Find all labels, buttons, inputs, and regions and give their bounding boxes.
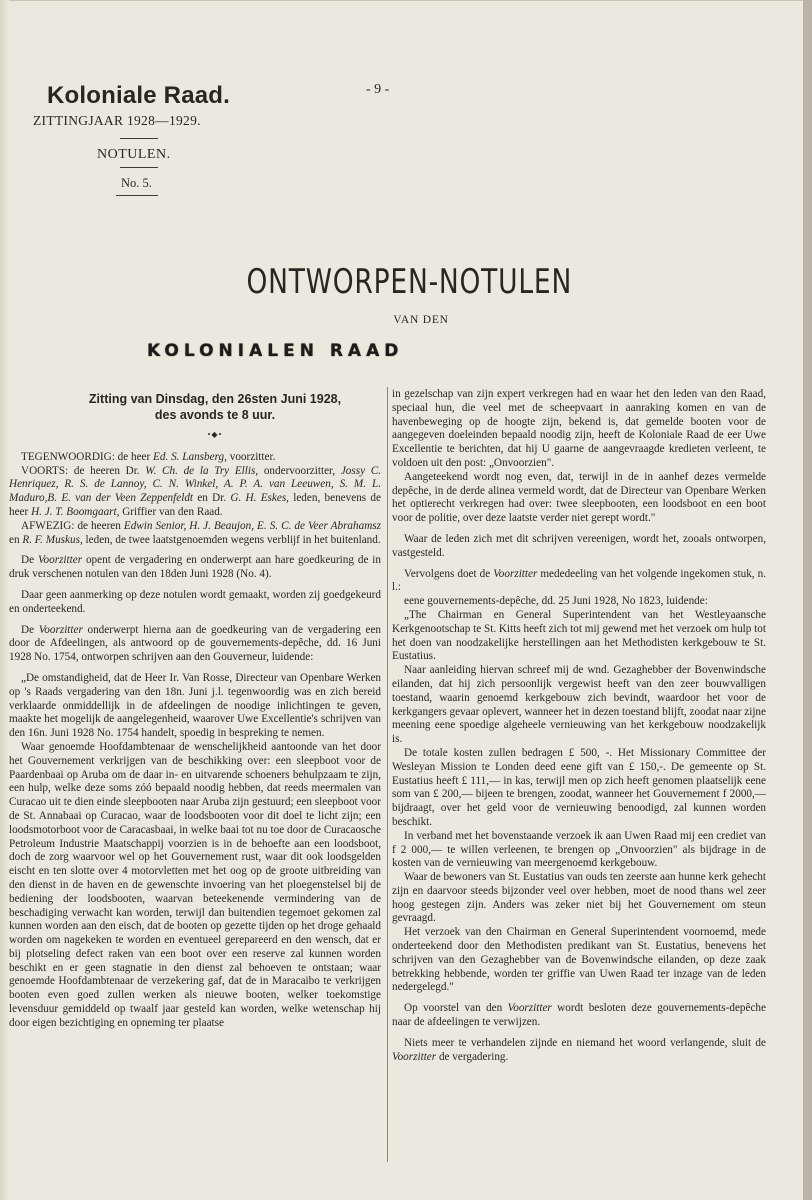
section-label: NOTULEN.: [97, 147, 171, 162]
body-paragraph: De Voorzitter onderwerpt hierna aan de goedkeuring van de vergadering een door de Afdeelingen, als antwoord op de gouvernements-depêche, dd. 16 Juni 1928 No. 1754, ontworpen schrijven aan den Gouverneur, luidende:: [9, 623, 381, 664]
session-heading-line: Zitting van Dinsdag, den 26sten Juni 1928,: [88, 392, 342, 406]
session-heading: [9, 391, 381, 423]
absent-paragraph: AFWEZIG: de heeren Edwin Senior, H. J. Beaujon, E. S. C. de Veer Abrahamsz en R. F. Muskus, leden, de twee laatstgenoemden wegens verblijf in het buitenland.: [9, 519, 382, 546]
binding-edge: [0, 0, 9, 1200]
top-edge: [0, 0, 812, 1]
body-paragraph: De Voorzitter opent de vergadering en onderwerpt aan hare goedkeuring de in druk verschenen notulen van den 18den Juni 1928 (No. 4).: [9, 554, 381, 581]
letter-paragraph: Waar genoemde Hoofdambtenaar de wenschelijkheid aantoonde van het door het Gouvernement verkrijgen van de beschikking over: een sleepboot voor de Paardenbaai op Aruba om de daar in- en uitvarende schoeners behulpzaam te zijn, een hulp, welke deze soms zóó bepaald noodig hebben, dat reeds meermalen van Curacao uit te dien einde sleepbooten naar Aruba zijn gestuurd; een sleepboot voor de St. Annabaai op Curacao, waar de loodsbooten voor dit doel te licht zijn; een loodsmotorboot voor de Caracasbaai, in welke baai tot nu toe door de Curacaosche Petroleum Industrie Maatschappij voorzien is in de behoefte aan een loodsboot, doch de zorg waarvoor wel op het Gouvernement rust, waar dit ook loodsgelden eischt en ten slotte over 4 motorvletten met het oog op de groote uitbreiding van den dienst in de haven en de gewenschte invoering van het ploegenstelsel bij de bediening der loodsbooten, waarvan beteekenende vermindering van de beschadiging verwacht kan worden, terwijl dan buitendien tegemoet gekomen zal kunnen worden aan den eisch, dat de booten op gezette tijden op het droge gehaald worden om nagekeken te worden en eventueel gerepareerd en den wensch, dat er bij plotseling defect raken van een boot over een reserve zal kunnen worden beschikt en er geen stagnatie in den dienst zal behoeven te ontstaan; waar genoemde Hoofdambtenaar de verzekering gaf, dat de in Maracaibo te verkrijgen booten even goed zullen werken als nieuwe booten, welker toekomstige levensduur gemiddeld op twaalf jaar gesteld kan worden, welke wetenschap hij door eigen bezichtiging en opneming ter plaatse: [9, 740, 381, 1029]
letter-paragraph: „De omstandigheid, dat de Heer Ir. Van Rosse, Directeur van Openbare Werken op 's Raads vergadering van den 18n. Juni j.l. tegenwoordig was en zich bereid verklaarde onmiddellijk in de afdeelingen de noodige inlichtingen te geven, maakte het mogelijk de aangelegenheid, waarover Uwe Excellentie's schrijven van den 16n. Juni 1928 No. 1754 handelt, spoedig in bespreking te nemen.: [9, 671, 381, 740]
body-paragraph: eene gouvernements-depêche, dd. 25 Juni 1928, No 1823, luidende:: [404, 595, 708, 608]
divider: [120, 167, 158, 168]
body-paragraph: Waar de leden zich met dit schrijven vereenigen, wordt het, zooals ontworpen, vastgesteld.: [392, 532, 766, 559]
page-edge: [803, 0, 812, 1200]
main-title: ONTWORPEN-NOTULEN: [246, 262, 573, 302]
members-paragraph: VOORTS: de heeren Dr. W. Ch. de la Try Ellis, ondervoorzitter, Jossy C. Henriquez, R. S. de Lannoy, C. N. Winkel, A. P. A. van Leeuwen, S. M. L. Maduro,B. E. van der Veen Zeppenfeldt en Dr. G. H. Eskes, leden, benevens de heer H. J. T. Boomgaart, Griffier van den Raad.: [9, 464, 382, 518]
body-paragraph: Vervolgens doet de Voorzitter mededeeling van het volgende ingekomen stuk, n. l.:: [392, 567, 766, 594]
divider: [120, 138, 158, 139]
session-year: ZITTINGJAAR 1928—1929.: [33, 113, 201, 128]
letter-paragraph: in gezelschap van zijn expert verkregen had en waar het den leden van den Raad, speciaal hun, die veel met de scheepvaart in aanraking komen en van de havenbeweging op de hoogte zijn, bekend is, dat gemelde booten voor de aangegeven doeleinden bepaald noodig zijn, heeft de Koloniale Raad de eer Uwe Excellentie te berichten, dat hij U gaarne de aangevraagde kredieten verleent, te voldoen uit den post: „Onvoorzien".: [392, 388, 766, 469]
attendance-paragraph: TEGENWOORDIG: de heer Ed. S. Lansberg, voorzitter.: [21, 450, 276, 463]
council-banner: [147, 343, 627, 359]
masthead-title: Koloniale Raad.: [47, 82, 231, 109]
despatch-paragraph: Naar aanleiding hiervan schreef mij de wnd. Gezaghebber der Bovenwindsche eilanden, dat hij zich persoonlijk vergewist heeft van den zeer bouwvalligen toestand, waarin genoemd kerkgebouw zich bevindt, waardoor het voor de kerkgangers gevaar oplevert, wanneer het in dezen toestand blijft, zoodat naar zijne meening eene spoedige algeheele vernieuwing van het kerkgebouw noodzakelijk is.: [392, 664, 766, 746]
closing-paragraph: Niets meer te verhandelen zijnde en niemand het woord verlangende, sluit de Voorzitter de vergadering.: [392, 1036, 766, 1063]
left-column: [9, 390, 381, 1031]
despatch-paragraph: De totale kosten zullen bedragen £ 500, -. Het Missionary Committee der Wesleyan Mission te Londen deed eene gift van £ 150,-. De gemeente op St. Eustatius heeft £ 111,— in kas, terwijl men op zich heeft genomen plaatselijk eene som van £ 200,— bijeen te brengen, zoodat, wanneer het Gouvernement f 2000,— bijdraagt, over het geld voor de vernieuwing benoodigd, zal kunnen worden beschikt.: [392, 746, 766, 828]
right-column: [392, 388, 766, 1071]
column-divider: [387, 387, 388, 1162]
despatch-paragraph: Waar de bewoners van St. Eustatius van ouds ten zeerste aan hunne kerk gehecht zijn en daarvoor steeds bijzonder veel over hebben, moet de nood thans wel zeer hoog gestegen zijn. Anders was zeker niet bij het Gouvernement om steun gevraagd.: [392, 871, 766, 925]
council-banner-text: KOLONIALEN RAAD: [147, 341, 404, 361]
body-paragraph: Op voorstel van den Voorzitter wordt besloten deze gouvernements-depêche naar de afdeelingen te verwijzen.: [392, 1002, 766, 1029]
body-paragraph: Daar geen aanmerking op deze notulen wordt gemaakt, worden zij goedgekeurd en onderteekend.: [9, 588, 381, 615]
divider: [116, 195, 158, 196]
despatch-paragraph: Het verzoek van den Chairman en General Superintendent voornoemd, mede onderteekend door den Methodisten predikant van St. Eustatius, benevens het schrijven van den Gezaghebber van de Bovenwindsche eilanden, op deze zaak betrekking hebbende, worden ter griffie van Uwen Raad ter inzage van de leden nedergelegd.": [392, 926, 766, 994]
issue-number: No. 5.: [121, 176, 152, 190]
ornament-divider: •◆•: [207, 430, 223, 439]
despatch-paragraph: In verband met het bovenstaande verzoek ik aan Uwen Raad mij een crediet van f 2 000,— te willen verleenen, te brengen op „Onvoorzien" als bijdrage in de kosten van de vernieuwing van meergenoemd kerkgebouw.: [392, 829, 766, 870]
subtitle-van-den: VAN DEN: [393, 314, 449, 326]
despatch-paragraph: „The Chairman en General Superintendent van het Westleyaansche Kerkgenootschap te St. Kitts heeft zich tot mij gewend met het verzoek om hulp tot het doen van noodzakelijke herstellingen aan het Methodisten kerkgebouw te St. Eustatius.: [392, 608, 766, 663]
page-number: - 9 -: [366, 82, 390, 97]
letter-paragraph: Aangeteekend wordt nog even, dat, terwijl in de in aanhef dezes vermelde depêche, in de derde alinea vermeld wordt, dat de Directeur van Openbare Werken het optierecht verkregen had over: twee sleepbooten, een loodsboot en een boot voor de politie, over deze laatste verder niet gerept wordt.": [392, 470, 766, 525]
session-heading-line: des avonds te 8 uur.: [154, 408, 276, 422]
